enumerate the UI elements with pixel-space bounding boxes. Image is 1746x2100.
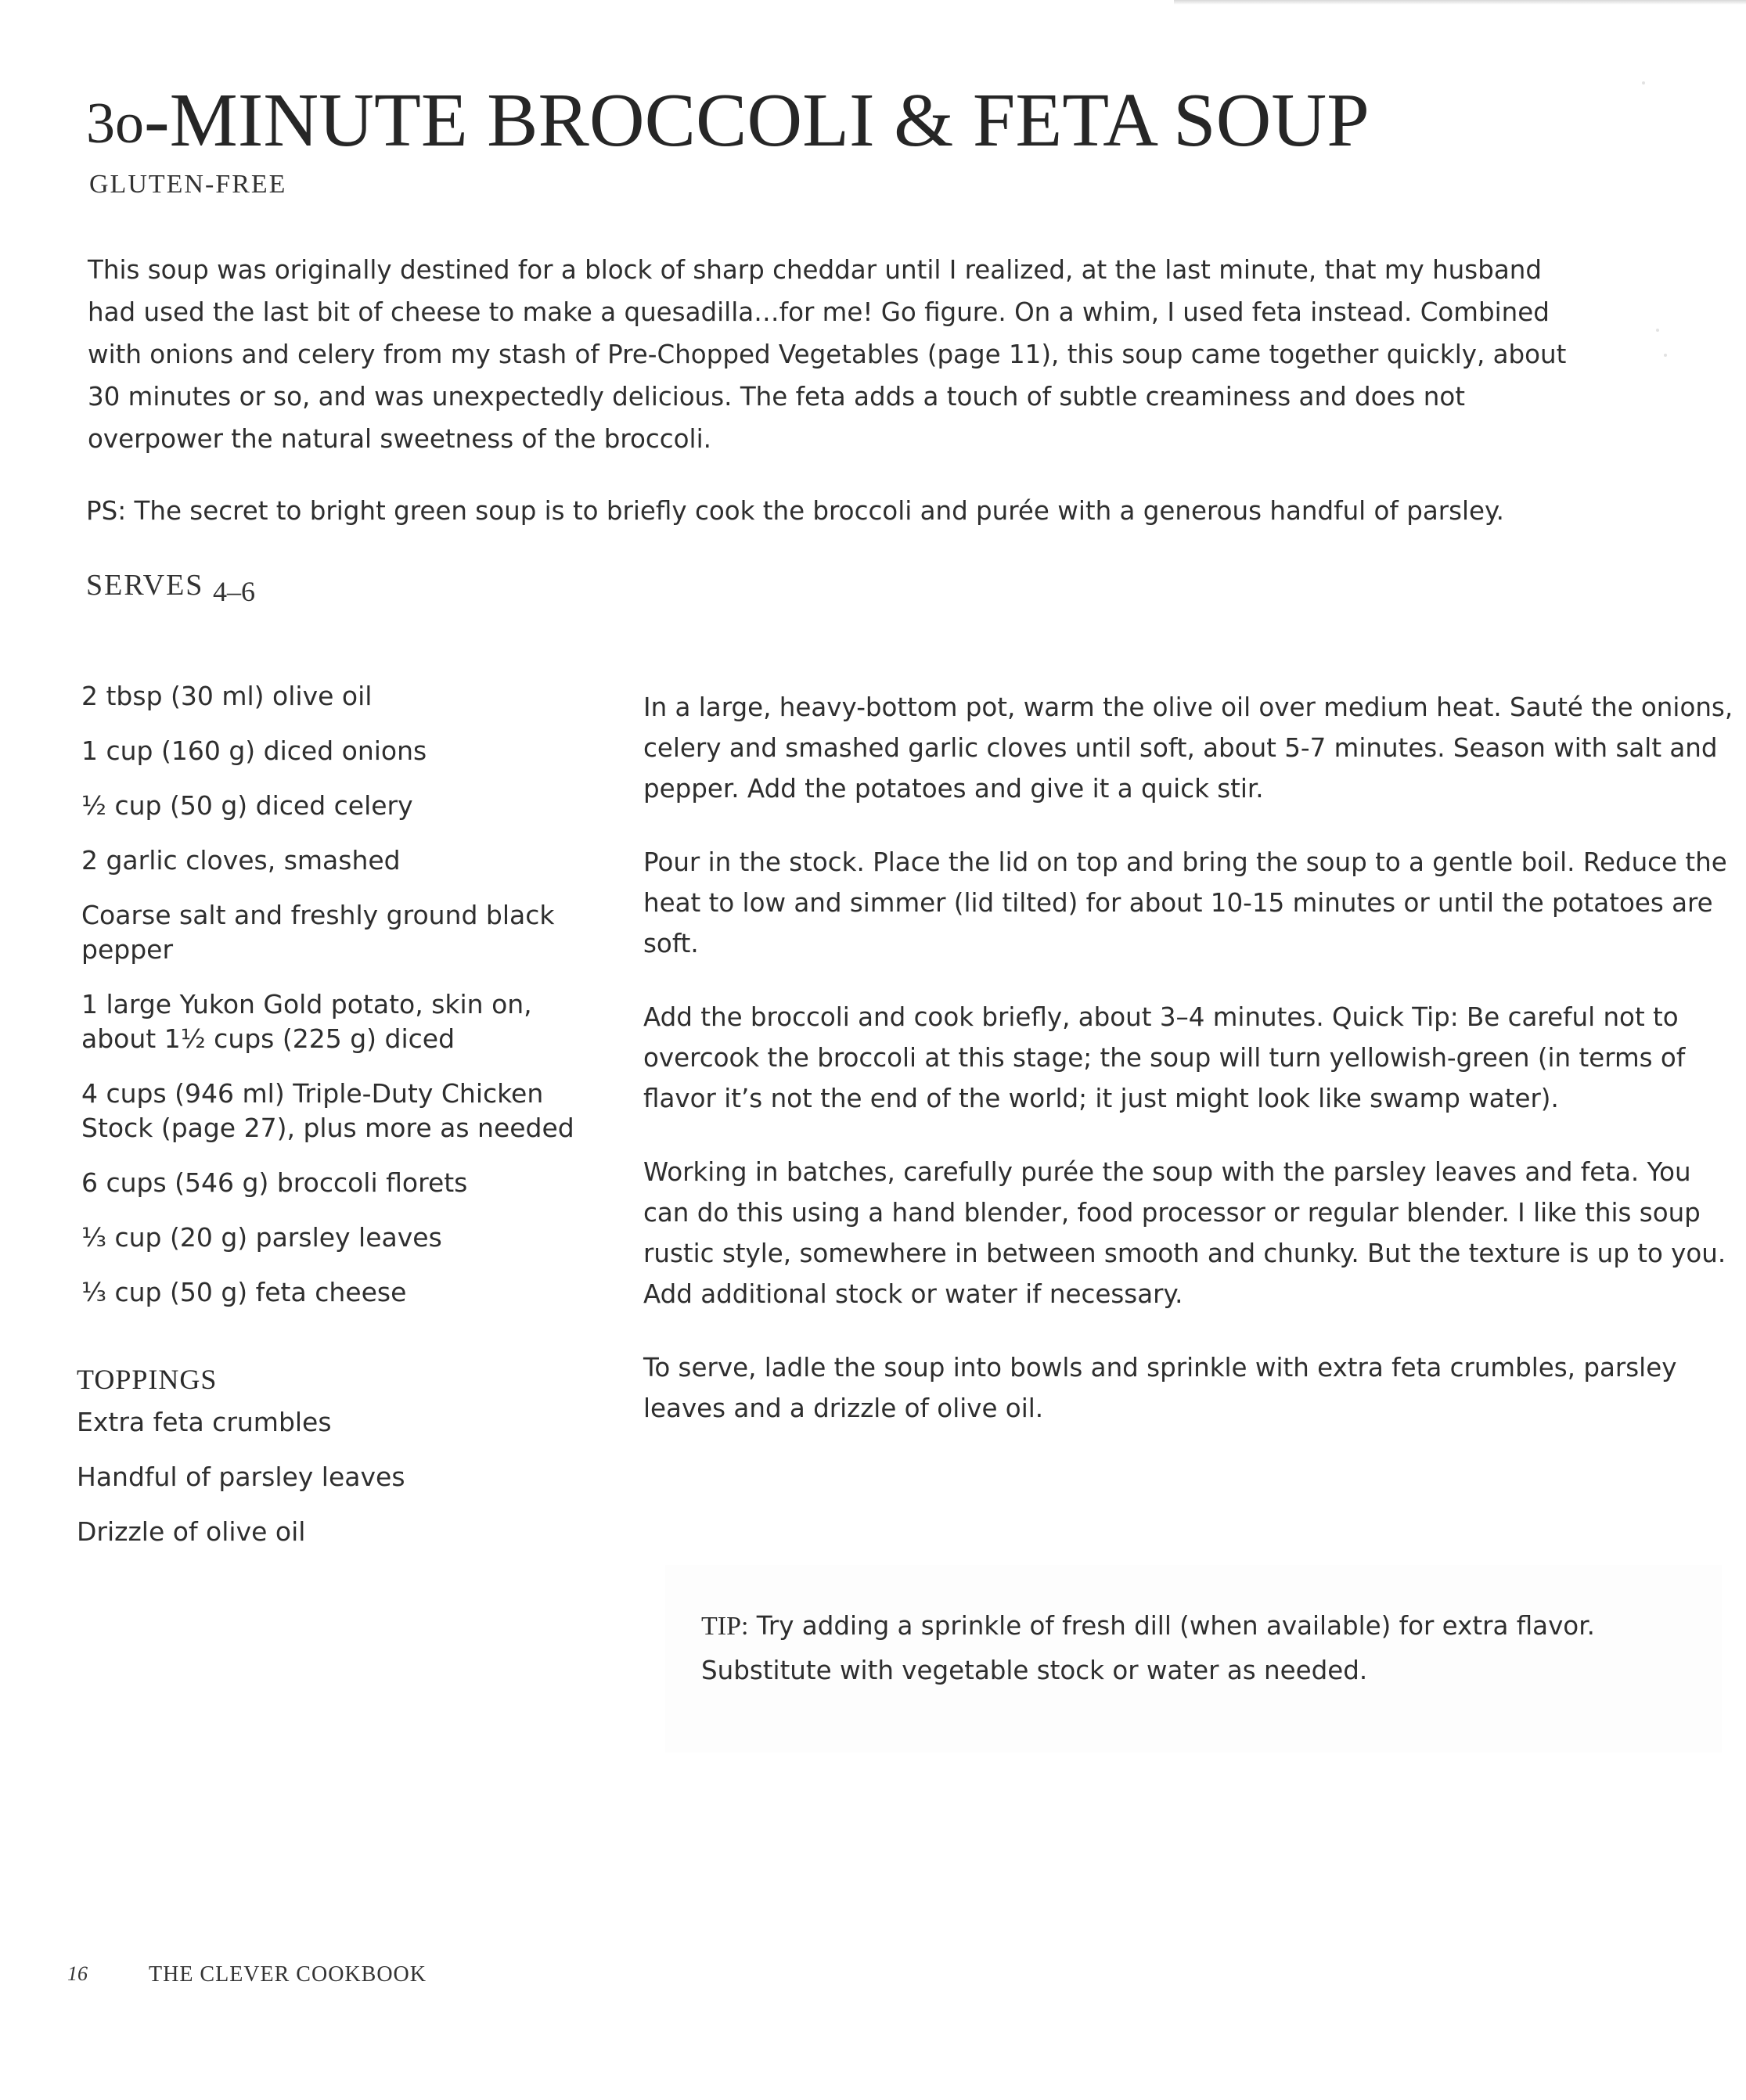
servings-label: SERVES [86,569,204,602]
scan-edge-shade [1174,0,1746,5]
servings [86,568,255,607]
recipe-tip [701,1604,1719,1692]
dietary-tag: GLUTEN-FREE [89,170,287,199]
tip-text: Try adding a sprinkle of fresh dill (when available) for extra flavor. Substitute with vegetable stock or water as needed. [701,1611,1595,1685]
ingredients-list [81,679,598,1330]
book-title: THE CLEVER COOKBOOK [149,1962,427,1987]
intro-paragraph: This soup was originally destined for a block of sharp cheddar until I realized, at the last minute, that my husband had used the last bit of cheese to make a quesadilla…for me! Go figure. On a whim, I used feta instead. Combined with onions and celery from my stash of Pre-Chopped Vegetables (page 11), this soup came together quickly, about 30 minutes or so, and was unexpectedly delicious. The feta adds a touch of subtle creaminess and does not overpower the natural sweetness of the broccoli. [88,255,1567,454]
toppings-heading: TOPPINGS [77,1364,218,1395]
recipe-title [86,77,1370,167]
topping-item: Handful of parsley leaves [77,1462,405,1492]
ingredient-item: 2 garlic cloves, smashed [81,845,401,876]
ingredient-item: Coarse salt and freshly ground black pepper [81,900,555,965]
tip-label: TIP: [701,1612,749,1641]
title-number: 3o [86,92,144,156]
recipe-intro [88,249,1575,460]
ingredient-item: ½ cup (50 g) diced celery [81,790,413,821]
direction-step: Add the broccoli and cook briefly, about 3–4 minutes. Quick Tip: Be careful not to overcook the broccoli at this stage; the soup will turn yellowish-green (in terms of flavor it’s not the end of the world; it just might look like swamp water). [643,1002,1686,1113]
ingredient-item: 2 tbsp (30 ml) olive oil [81,681,373,711]
direction-step: In a large, heavy-bottom pot, warm the olive oil over medium heat. Sauté the onions, celery and smashed garlic cloves until soft, about 5-7 minutes. Season with salt and pepper. Add the potatoes and give it a quick stir. [643,692,1733,804]
servings-value: 4–6 [212,576,255,607]
ingredient-item: 4 cups (946 ml) Triple-Duty Chicken Stock (page 27), plus more as needed [81,1078,574,1143]
scan-speck [1642,81,1645,85]
directions-list [643,687,1739,1462]
scan-speck [1656,329,1659,332]
scan-speck [1664,354,1667,357]
page-number: 16 [67,1962,88,1985]
direction-step: Pour in the stock. Place the lid on top and bring the soup to a gentle boil. Reduce the heat to low and simmer (lid tilted) for about 10-15 minutes or until the potatoes are soft. [643,847,1727,958]
recipe-ps-note: PS: The secret to bright green soup is to briefly cook the broccoli and purée with a generous handful of parsley. [86,496,1504,526]
topping-item: Extra feta crumbles [77,1407,332,1437]
ingredient-item: ⅓ cup (20 g) parsley leaves [81,1222,442,1253]
ingredient-item: 1 cup (160 g) diced onions [81,735,427,766]
direction-step: Working in batches, carefully purée the soup with the parsley leaves and feta. You can do this using a hand blender, food processor or regular blender. I like this soup rustic style, somewhere in between smooth and chunky. But the texture is up to you. Add additional stock or water if necessary. [643,1157,1726,1309]
topping-item: Drizzle of olive oil [77,1516,306,1547]
ingredient-item: 1 large Yukon Gold potato, skin on, about 1½ cups (225 g) diced [81,989,532,1054]
title-text: -MINUTE BROCCOLI & FETA SOUP [144,78,1370,163]
ingredient-item: ⅓ cup (50 g) feta cheese [81,1277,407,1307]
direction-step: To serve, ladle the soup into bowls and sprinkle with extra feta crumbles, parsley leaves and a drizzle of olive oil. [643,1353,1677,1423]
ingredient-item: 6 cups (546 g) broccoli florets [81,1167,468,1198]
toppings-list [77,1405,593,1570]
